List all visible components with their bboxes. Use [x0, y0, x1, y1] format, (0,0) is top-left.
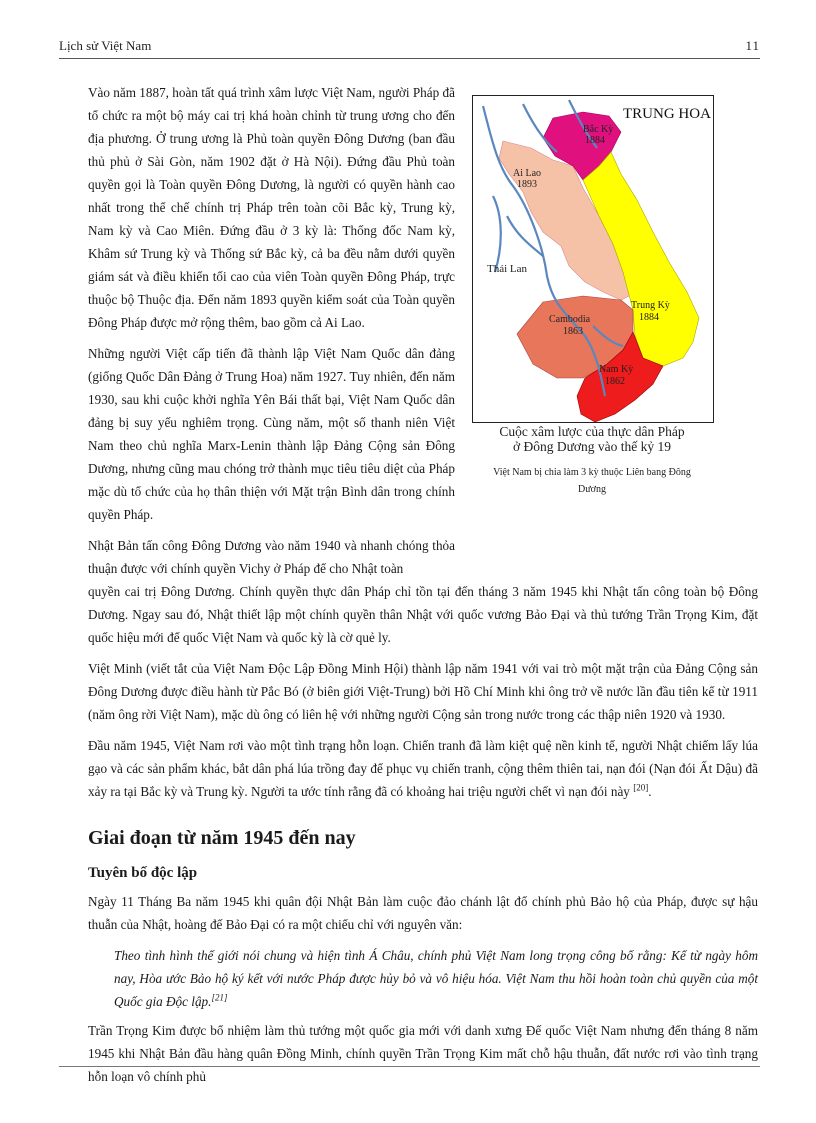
- label-bac-ky: Bắc Kỳ: [583, 124, 614, 135]
- paragraph-2: Những người Việt cấp tiến đã thành lập Việt Nam Quốc dân đảng (giống Quốc Dân Đảng ở Trung Hoa) năm 1927. Tuy nhiên, đến năm 1930, sau khi cuộc khởi nghĩa Yên Bái thất bại, Việt Nam Quốc dân đảng bị suy yếu nghiêm trọng. Cùng năm, một số thanh niên Việt Nam theo chủ nghĩa Marx-Lenin thành lập Đảng Cộng sản Đông Dương, nhưng cũng mau chóng trở thành mục tiêu tiêu diệt của Pháp mặc dù tổ chức của họ thân thiện với Mặt trận Bình dân trong chính quyền Pháp.: [88, 346, 455, 522]
- paragraph-4: Việt Minh (viết tắt của Việt Nam Độc Lập Đồng Minh Hội) thành lập năm 1941 với vai trò một mặt trận của Đảng Cộng sản Đông Dương được điều hành từ Pắc Bó (ở biên giới Việt-Trung) bởi Hồ Chí Minh khi ông trở về nước lần đầu tiên kể từ 1911 (năm ông rời Việt Nam), mặc dù ông có liên hệ với những người Cộng sản trong nước trong các thập niên 1920 và 1930.: [88, 661, 758, 722]
- label-trung-ky: Trung Kỳ: [631, 300, 670, 311]
- label-bac-ky-year: 1884: [585, 135, 605, 146]
- citation-21[interactable]: [21]: [211, 992, 228, 1003]
- paragraph-1: Vào năm 1887, hoàn tất quá trình xâm lược Việt Nam, người Pháp đã tổ chức ra một bộ máy cai trị khá hoàn chỉnh từ trung ương cho đến địa phương. Ở trung ương là Phủ toàn quyền Đông Dương (ban đầu thủ phủ ở Sài Gòn, năm 1902 đặt ở Hà Nội). Đứng đầu Phủ toàn quyền gọi là Toàn quyền Đông Dương, là người có quyền hành cao nhất trong thể chế chính trị Pháp trên toàn cõi Bắc kỳ, Trung kỳ, Nam kỳ và Cao Miên. Đứng đầu ở 3 kỳ là: Thống đốc Nam kỳ, Khâm sứ Trung kỳ và Thống sứ Bắc kỳ, cả ba đều nằm dưới quyền giám sát và điều khiển tối cao của viên Toàn quyền Đông Pháp, trực thuộc bộ Thuộc địa. Đến năm 1893 quyền kiểm soát của Toàn quyền Đông Pháp được mở rộng thêm, bao gồm cả Ai Lao.: [88, 85, 455, 330]
- citation-20[interactable]: [20]: [633, 782, 649, 793]
- header-title: Lịch sử Việt Nam: [59, 38, 152, 53]
- paragraph-5: [88, 734, 758, 803]
- label-cambodia: Cambodia: [549, 314, 591, 325]
- paragraph-6: Ngày 11 Tháng Ba năm 1945 khi quân đội Nhật Bản làm cuộc đảo chánh lật đổ chính phủ Bảo hộ của Pháp, được sự hậu thuẫn của Nhật, hoàng đế Bảo Đại có ra một chiếu chỉ với nguyên văn:: [88, 894, 758, 932]
- label-china: TRUNG HOA: [623, 106, 711, 122]
- main-content: [88, 81, 758, 1096]
- section-heading: Giai đoạn từ năm 1945 đến nay: [88, 827, 356, 849]
- figure-subcaption-line2: Dương: [578, 484, 606, 495]
- label-cambodia-year: 1863: [563, 326, 583, 337]
- label-nam-ky: Nam Kỳ: [599, 364, 634, 375]
- page-header: [59, 36, 760, 59]
- label-ai-lao: Ai Lao: [513, 168, 542, 179]
- paragraph-3-start: Nhật Bản tấn công Đông Dương vào năm 1940 và nhanh chóng thỏa thuận được với chính quyền Vichy ở Pháp để cho Nhật toàn: [88, 538, 455, 576]
- map-caption-line1: Cuộc xâm lược của thực dân Pháp: [499, 424, 685, 439]
- label-nam-ky-year: 1862: [605, 376, 625, 387]
- figure-subcaption-line1: Việt Nam bị chia làm 3 kỳ thuộc Liên bang Đông: [493, 467, 691, 478]
- label-thailand: Thái Lan: [487, 263, 528, 275]
- paragraph-5-end: .: [648, 784, 652, 799]
- label-ai-lao-year: 1893: [517, 179, 537, 190]
- label-trung-ky-year: 1884: [639, 312, 659, 323]
- paragraph-7: Trần Trọng Kim được bổ nhiệm làm thủ tướng một quốc gia mới với danh xưng Đế quốc Việt Nam nhưng đến tháng 8 năm 1945 khi Nhật Bản đầu hàng quân Đồng Minh, chính quyền Trần Trọng Kim mất chỗ hậu thuẫn, đất nước rơi vào tình trạng hỗn loạn vô chính phủ: [88, 1023, 758, 1084]
- page-number: 11: [745, 38, 760, 53]
- decree-quote-text: Theo tình hình thế giới nói chung và hiện tình Á Châu, chính phủ Việt Nam long trọng công bố rằng: Kể từ ngày hôm nay, Hòa ước Bảo hộ ký kết với nước Pháp được hủy bỏ và vô hiệu hóa. Việt Nam thu hồi hoàn toàn chủ quyền của một Quốc gia Độc lập.: [114, 948, 758, 1009]
- decree-quote: [114, 944, 758, 1013]
- subsection-heading: Tuyên bố độc lập: [88, 865, 198, 881]
- paragraph-5-text: Đầu năm 1945, Việt Nam rơi vào một tình trạng hỗn loạn. Chiến tranh đã làm kiệt quệ nền kinh tế, người Nhật chiếm lấy lúa gạo và các sản phẩm khác, bắt dân phá lúa trồng đay để phục vụ chiến tranh, cộng thêm thiên tai, nạn đói (Nạn đói Ất Dậu) đã xảy ra tại Bắc kỳ và Trung kỳ. Người ta ước tính rằng đã có khoảng hai triệu người chết vì nạn đói này: [88, 738, 758, 799]
- map-caption-line2: ở Đông Dương vào thế kỷ 19: [512, 439, 672, 454]
- paragraph-3-end: quyền cai trị Đông Dương. Chính quyền thực dân Pháp chỉ tồn tại đến tháng 3 năm 1945 khi Nhật tấn công toàn bộ Đông Dương. Ngay sau đó, Nhật thiết lập một chính quyền thân Nhật với quốc vương Bảo Đại và thủ tướng Trần Trọng Kim, đặt quốc hiệu mới để quốc Việt Nam và quốc kỳ là cờ quẻ ly.: [88, 584, 758, 645]
- footer-rule: [59, 1066, 760, 1067]
